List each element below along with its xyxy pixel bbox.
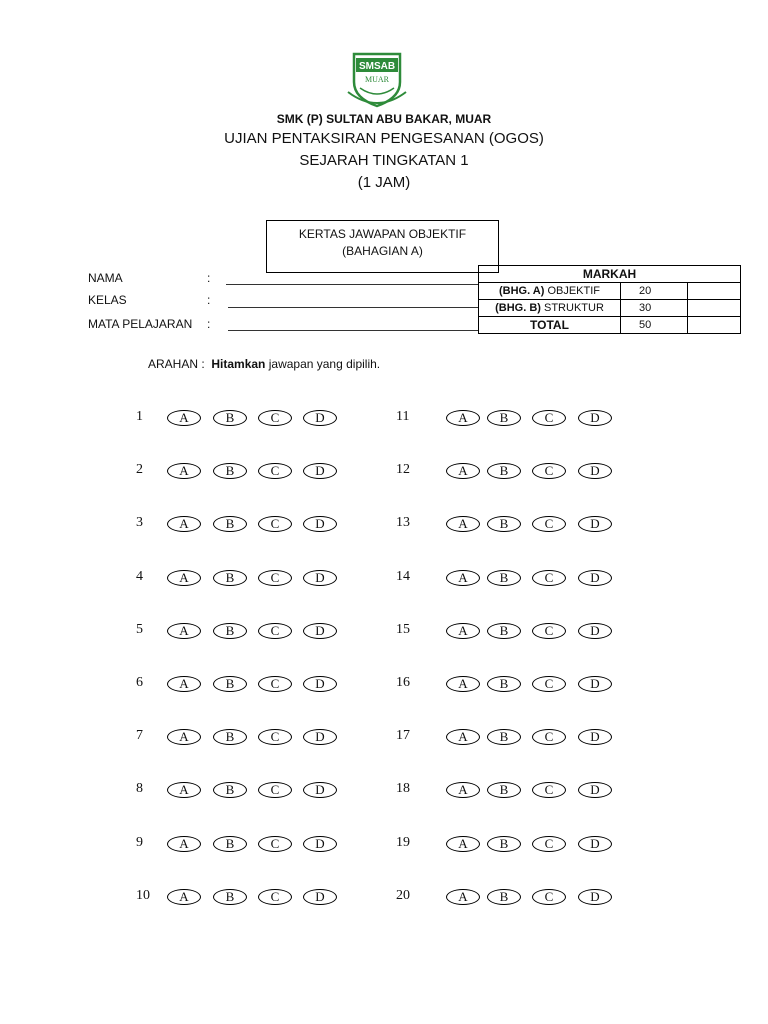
answer-bubble-c[interactable]: C [258, 463, 292, 479]
answer-bubble-d[interactable]: D [303, 782, 337, 798]
answer-bubble-b[interactable]: B [213, 676, 247, 692]
subject-title: SEJARAH TINGKATAN 1 [299, 152, 469, 169]
answer-bubble-b[interactable]: B [213, 516, 247, 532]
name-label: NAMA [88, 271, 123, 285]
answer-bubble-a[interactable]: A [167, 463, 201, 479]
answer-bubble-c[interactable]: C [258, 836, 292, 852]
marks-row [479, 283, 741, 300]
marks-header-row [479, 266, 741, 283]
answer-bubble-a[interactable]: A [167, 623, 201, 639]
name-colon: : [207, 271, 211, 285]
instruction-prefix: ARAHAN : [148, 357, 212, 371]
answer-bubble-d[interactable]: D [303, 570, 337, 586]
class-field[interactable] [228, 307, 478, 308]
question-number: 13 [396, 515, 410, 530]
marks-score-cell[interactable] [688, 283, 741, 300]
answer-bubble-a[interactable]: A [167, 516, 201, 532]
question-number: 7 [136, 728, 143, 743]
question-number: 10 [136, 888, 150, 903]
answer-bubble-d[interactable]: D [578, 623, 612, 639]
marks-title: MARKAH [479, 266, 741, 283]
instruction-emphasis: Hitamkan [211, 357, 266, 371]
exam-title: UJIAN PENTAKSIRAN PENGESANAN (OGOS) [224, 130, 544, 147]
section-code: (BHG. A) [498, 285, 545, 297]
marks-total-score-cell[interactable] [688, 317, 741, 334]
answer-bubble-d[interactable]: D [578, 782, 612, 798]
answer-bubble-c[interactable]: C [258, 570, 292, 586]
answer-bubble-c[interactable]: C [258, 410, 292, 426]
answer-bubble-b[interactable]: B [487, 463, 521, 479]
marks-max: 30 [621, 300, 688, 317]
answer-bubble-c[interactable]: C [532, 516, 566, 532]
question-number: 8 [136, 781, 143, 796]
marks-section-label [479, 300, 621, 317]
answer-bubble-a[interactable]: A [446, 410, 480, 426]
subject-label: MATA PELAJARAN [88, 317, 193, 331]
answer-bubble-d[interactable]: D [578, 516, 612, 532]
answer-bubble-b[interactable]: B [487, 782, 521, 798]
section-type: OBJEKTIF [544, 285, 601, 297]
answer-bubble-c[interactable]: C [532, 729, 566, 745]
answer-bubble-d[interactable]: D [303, 836, 337, 852]
answer-bubble-a[interactable]: A [167, 410, 201, 426]
subject-field[interactable] [228, 330, 478, 331]
answer-bubble-b[interactable]: B [487, 729, 521, 745]
answer-bubble-b[interactable]: B [213, 463, 247, 479]
answer-bubble-d[interactable]: D [303, 676, 337, 692]
section-code: (BHG. B) [495, 302, 541, 314]
name-field[interactable] [226, 284, 478, 285]
question-number: 11 [396, 409, 410, 424]
answer-bubble-c[interactable]: C [532, 570, 566, 586]
question-number: 16 [396, 675, 410, 690]
answer-bubble-b[interactable]: B [487, 570, 521, 586]
instruction-text: jawapan yang dipilih. [265, 357, 381, 371]
answer-bubble-a[interactable]: A [167, 836, 201, 852]
answer-bubble-d[interactable]: D [578, 889, 612, 905]
answer-bubble-d[interactable]: D [303, 889, 337, 905]
answer-bubble-b[interactable]: B [487, 836, 521, 852]
answer-bubble-c[interactable]: C [258, 889, 292, 905]
answer-bubble-d[interactable]: D [303, 623, 337, 639]
answer-bubble-b[interactable]: B [487, 410, 521, 426]
question-number: 14 [396, 569, 410, 584]
question-number: 17 [396, 728, 410, 743]
marks-total-max: 50 [621, 317, 688, 334]
answer-sheet-title-box [266, 220, 499, 273]
svg-text:MUAR: MUAR [364, 75, 390, 84]
marks-row [479, 300, 741, 317]
question-number: 2 [136, 462, 143, 477]
answer-bubble-d[interactable]: D [578, 463, 612, 479]
class-colon: : [207, 293, 211, 307]
question-number: 15 [396, 622, 410, 637]
class-label: KELAS [88, 293, 127, 307]
answer-bubble-d[interactable]: D [303, 463, 337, 479]
answer-bubble-d[interactable]: D [303, 410, 337, 426]
answer-bubble-a[interactable]: A [446, 729, 480, 745]
answer-bubble-d[interactable]: D [578, 836, 612, 852]
answer-bubble-b[interactable]: B [487, 889, 521, 905]
answer-bubble-d[interactable]: D [578, 676, 612, 692]
answer-bubble-a[interactable]: A [167, 729, 201, 745]
question-number: 6 [136, 675, 143, 690]
question-number: 9 [136, 835, 143, 850]
answer-bubble-b[interactable]: B [213, 410, 247, 426]
answer-sheet-title: KERTAS JAWAPAN OBJEKTIF [298, 227, 467, 241]
subject-colon: : [207, 317, 211, 331]
answer-bubble-c[interactable]: C [532, 782, 566, 798]
answer-bubble-a[interactable]: A [167, 782, 201, 798]
instruction [148, 357, 380, 371]
marks-section-label [479, 283, 621, 300]
answer-bubble-b[interactable]: B [213, 782, 247, 798]
answer-bubble-a[interactable]: A [167, 889, 201, 905]
answer-bubble-b[interactable]: B [487, 516, 521, 532]
question-number: 20 [396, 888, 410, 903]
answer-bubble-d[interactable]: D [578, 570, 612, 586]
answer-bubble-b[interactable]: B [213, 836, 247, 852]
answer-bubble-b[interactable]: B [213, 729, 247, 745]
answer-bubble-c[interactable]: C [258, 782, 292, 798]
answer-bubble-d[interactable]: D [578, 410, 612, 426]
answer-bubble-d[interactable]: D [303, 516, 337, 532]
marks-total-label: TOTAL [479, 317, 621, 334]
answer-bubble-c[interactable]: C [258, 729, 292, 745]
answer-bubble-c[interactable]: C [532, 836, 566, 852]
marks-table [478, 265, 741, 334]
question-number: 18 [396, 781, 410, 796]
question-number: 19 [396, 835, 410, 850]
marks-total-row [479, 317, 741, 334]
question-number: 4 [136, 569, 143, 584]
answer-bubble-c[interactable]: C [532, 889, 566, 905]
answer-bubble-a[interactable]: A [446, 676, 480, 692]
answer-bubble-a[interactable]: A [446, 463, 480, 479]
answer-bubble-b[interactable]: B [213, 889, 247, 905]
answer-bubble-a[interactable]: A [446, 516, 480, 532]
marks-score-cell[interactable] [688, 300, 741, 317]
answer-bubble-c[interactable]: C [258, 623, 292, 639]
answer-bubble-b[interactable]: B [213, 623, 247, 639]
answer-bubble-d[interactable]: D [303, 729, 337, 745]
answer-bubble-a[interactable]: A [446, 623, 480, 639]
answer-bubble-a[interactable]: A [167, 676, 201, 692]
marks-max: 20 [621, 283, 688, 300]
question-number: 1 [136, 409, 143, 424]
answer-bubble-c[interactable]: C [532, 410, 566, 426]
question-number: 3 [136, 515, 143, 530]
answer-bubble-a[interactable]: A [446, 836, 480, 852]
answer-bubble-a[interactable]: A [446, 889, 480, 905]
answer-bubble-c[interactable]: C [532, 676, 566, 692]
section-type: STRUKTUR [540, 302, 604, 314]
answer-bubble-a[interactable]: A [446, 782, 480, 798]
answer-bubble-c[interactable]: C [532, 623, 566, 639]
answer-bubble-c[interactable]: C [258, 676, 292, 692]
school-logo [346, 48, 408, 110]
question-number: 12 [396, 462, 410, 477]
question-number: 5 [136, 622, 143, 637]
exam-duration: (1 JAM) [357, 174, 411, 191]
school-name: SMK (P) SULTAN ABU BAKAR, MUAR [276, 112, 492, 126]
answer-bubble-b[interactable]: B [213, 570, 247, 586]
answer-bubble-a[interactable]: A [167, 570, 201, 586]
answer-bubble-c[interactable]: C [532, 463, 566, 479]
answer-bubble-d[interactable]: D [578, 729, 612, 745]
svg-text:SMSAB: SMSAB [358, 61, 396, 72]
answer-bubble-a[interactable]: A [446, 570, 480, 586]
answer-bubble-b[interactable]: B [487, 676, 521, 692]
answer-bubble-c[interactable]: C [258, 516, 292, 532]
answer-bubble-b[interactable]: B [487, 623, 521, 639]
answer-sheet-section: (BAHAGIAN A) [342, 244, 423, 258]
